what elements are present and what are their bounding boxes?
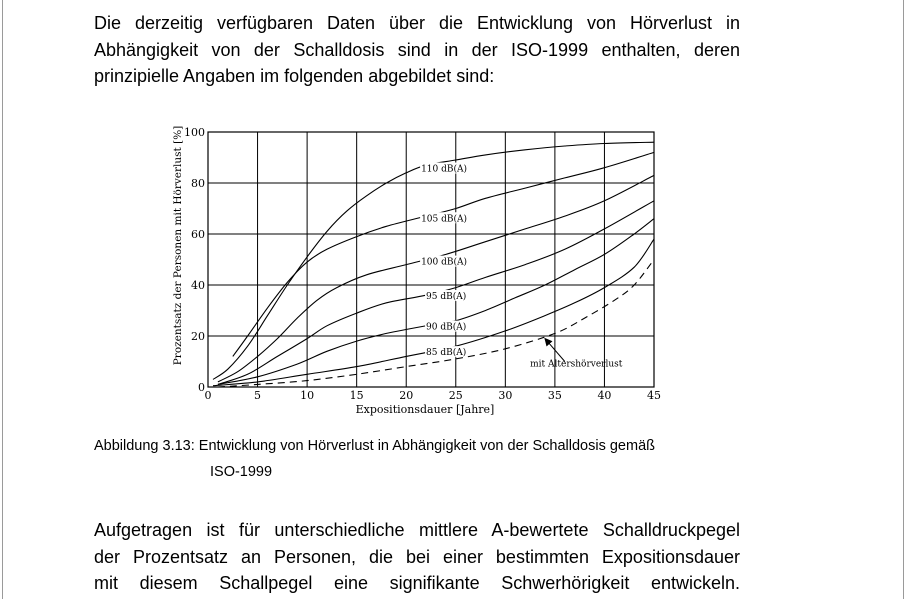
text-line: mit diesem Schallpegel eine signifikante Schwerhörigkeit entwickeln. — [94, 573, 740, 593]
series-label: 100 dB(A) — [421, 257, 468, 268]
page-left-border — [2, 0, 3, 599]
hearing-loss-chart — [160, 122, 700, 422]
figure-caption — [94, 433, 655, 480]
caption-line: Abbildung 3.13: Entwicklung von Hörverlust in Abhängigkeit von der Schalldosis gemäß — [94, 438, 655, 454]
series-label: 105 dB(A) — [421, 214, 468, 225]
caption-line-continued: ISO-1999 — [210, 464, 273, 480]
x-tick-label: 20 — [399, 389, 414, 402]
x-tick-label: 25 — [448, 389, 463, 402]
y-tick-label: 40 — [191, 279, 205, 292]
x-tick-label: 45 — [647, 389, 661, 402]
y-tick-label: 0 — [198, 381, 205, 394]
y-tick-label: 100 — [184, 126, 205, 139]
x-tick-label: 15 — [349, 389, 364, 402]
series-label: 110 dB(A) — [421, 164, 468, 175]
x-tick-label: 35 — [547, 389, 562, 402]
text-line: Aufgetragen ist für unterschiedliche mittlere A-bewertete Schalldruckpegel — [94, 520, 740, 540]
x-tick-label: 10 — [300, 389, 315, 402]
intro-paragraph — [94, 10, 740, 90]
y-tick-label: 80 — [191, 177, 205, 190]
text-line: der Prozentsatz an Personen, die bei einer bestimmten Expositionsdauer — [94, 546, 740, 567]
x-tick-label: 40 — [597, 389, 612, 402]
explanation-paragraph — [94, 517, 740, 597]
series-label: 95 dB(A) — [426, 292, 467, 303]
x-tick-label: 5 — [254, 389, 262, 402]
y-axis-label: Prozentsatz der Personen mit Hörverlust [%] — [172, 125, 184, 366]
text-line: prinzipielle Angaben im folgenden abgebildet sind: — [94, 66, 495, 86]
y-tick-label: 20 — [191, 330, 205, 343]
text-line: Die derzeitig verfügbaren Daten über die Entwicklung von Hörverlust in — [94, 13, 740, 33]
series-label: 90 dB(A) — [426, 322, 467, 333]
y-tick-label: 60 — [191, 228, 205, 241]
series-label: mit Altershörverlust — [530, 359, 623, 370]
page-right-border — [903, 0, 904, 599]
x-tick-label: 30 — [498, 389, 513, 402]
x-axis-label: Expositionsdauer [Jahre] — [355, 403, 495, 416]
text-line: Abhängigkeit von der Schalldosis sind in der ISO-1999 enthalten, deren — [94, 39, 740, 60]
series-label: 85 dB(A) — [426, 348, 467, 359]
x-tick-label: 0 — [204, 389, 212, 402]
